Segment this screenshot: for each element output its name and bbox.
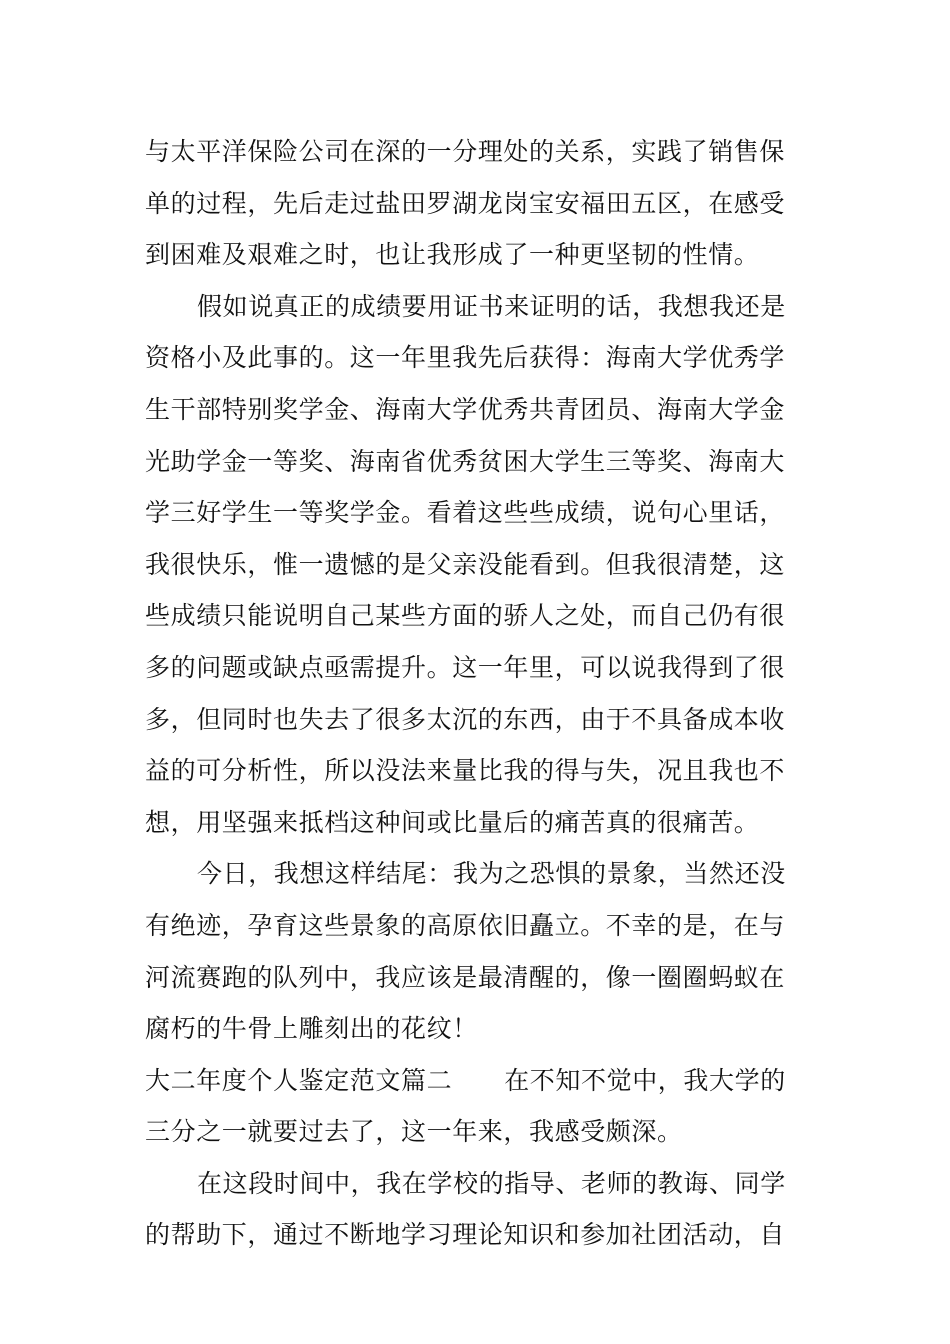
text-line: 我很快乐，惟一遗憾的是父亲没能看到。但我很清楚，这 [145, 549, 786, 579]
text-line: 益的可分析性，所以没法来量比我的得与失，况且我也不 [145, 756, 786, 786]
text-line: 光助学金一等奖、海南省优秀贫困大学生三等奖、海南大 [145, 446, 786, 476]
text-line: 些成绩只能说明自己某些方面的骄人之处，而自己仍有很 [145, 601, 786, 631]
text-line: 腐朽的牛骨上雕刻出的花纹！ [145, 1014, 478, 1044]
text-line: 三分之一就要过去了，这一年来，我感受颇深。 [145, 1117, 683, 1147]
text-line: 到困难及艰难之时，也让我形成了一种更坚韧的性情。 [145, 240, 760, 270]
text-line: 想，用坚强来抵档这种间或比量后的痛苦真的很痛苦。 [145, 807, 760, 837]
paragraph-start-line: 在这段时间中，我在学校的指导、老师的教诲、同学 [197, 1168, 786, 1198]
text-line: 资格小及此事的。这一年里我先后获得：海南大学优秀学 [145, 343, 786, 373]
text-line: 有绝迹，孕育这些景象的高原依旧矗立。不幸的是，在与 [145, 910, 786, 940]
text-line: 多的问题或缺点亟需提升。这一年里，可以说我得到了很 [145, 652, 786, 682]
document-body [145, 126, 815, 1261]
section-title-line [145, 1055, 815, 1107]
paragraph-start-line: 今日，我想这样结尾：我为之恐惧的景象，当然还没 [197, 859, 786, 889]
text-line: 学三好学生一等奖学金。看着这些些成绩，说句心里话， [145, 498, 786, 528]
text-line: 的帮助下，通过不断地学习理论知识和参加社团活动，自 [145, 1220, 786, 1250]
text-line: 生干部特别奖学金、海南大学优秀共青团员、海南大学金 [145, 394, 786, 424]
paragraph-start-line: 假如说真正的成绩要用证书来证明的话，我想我还是 [197, 291, 786, 321]
text-line: 多，但同时也失去了很多太沉的东西，由于不具备成本收 [145, 704, 786, 734]
section-title: 大二年度个人鉴定范文篇二 [145, 1065, 453, 1095]
text-line: 单的过程，先后走过盐田罗湖龙岗宝安福田五区，在感受 [145, 188, 786, 218]
section-first-text: 在不知不觉中，我大学的 [504, 1065, 786, 1095]
text-line: 河流赛跑的队列中，我应该是最清醒的，像一圈圈蚂蚁在 [145, 962, 786, 992]
text-line: 与太平洋保险公司在深的一分理处的关系，实践了销售保 [145, 137, 786, 166]
